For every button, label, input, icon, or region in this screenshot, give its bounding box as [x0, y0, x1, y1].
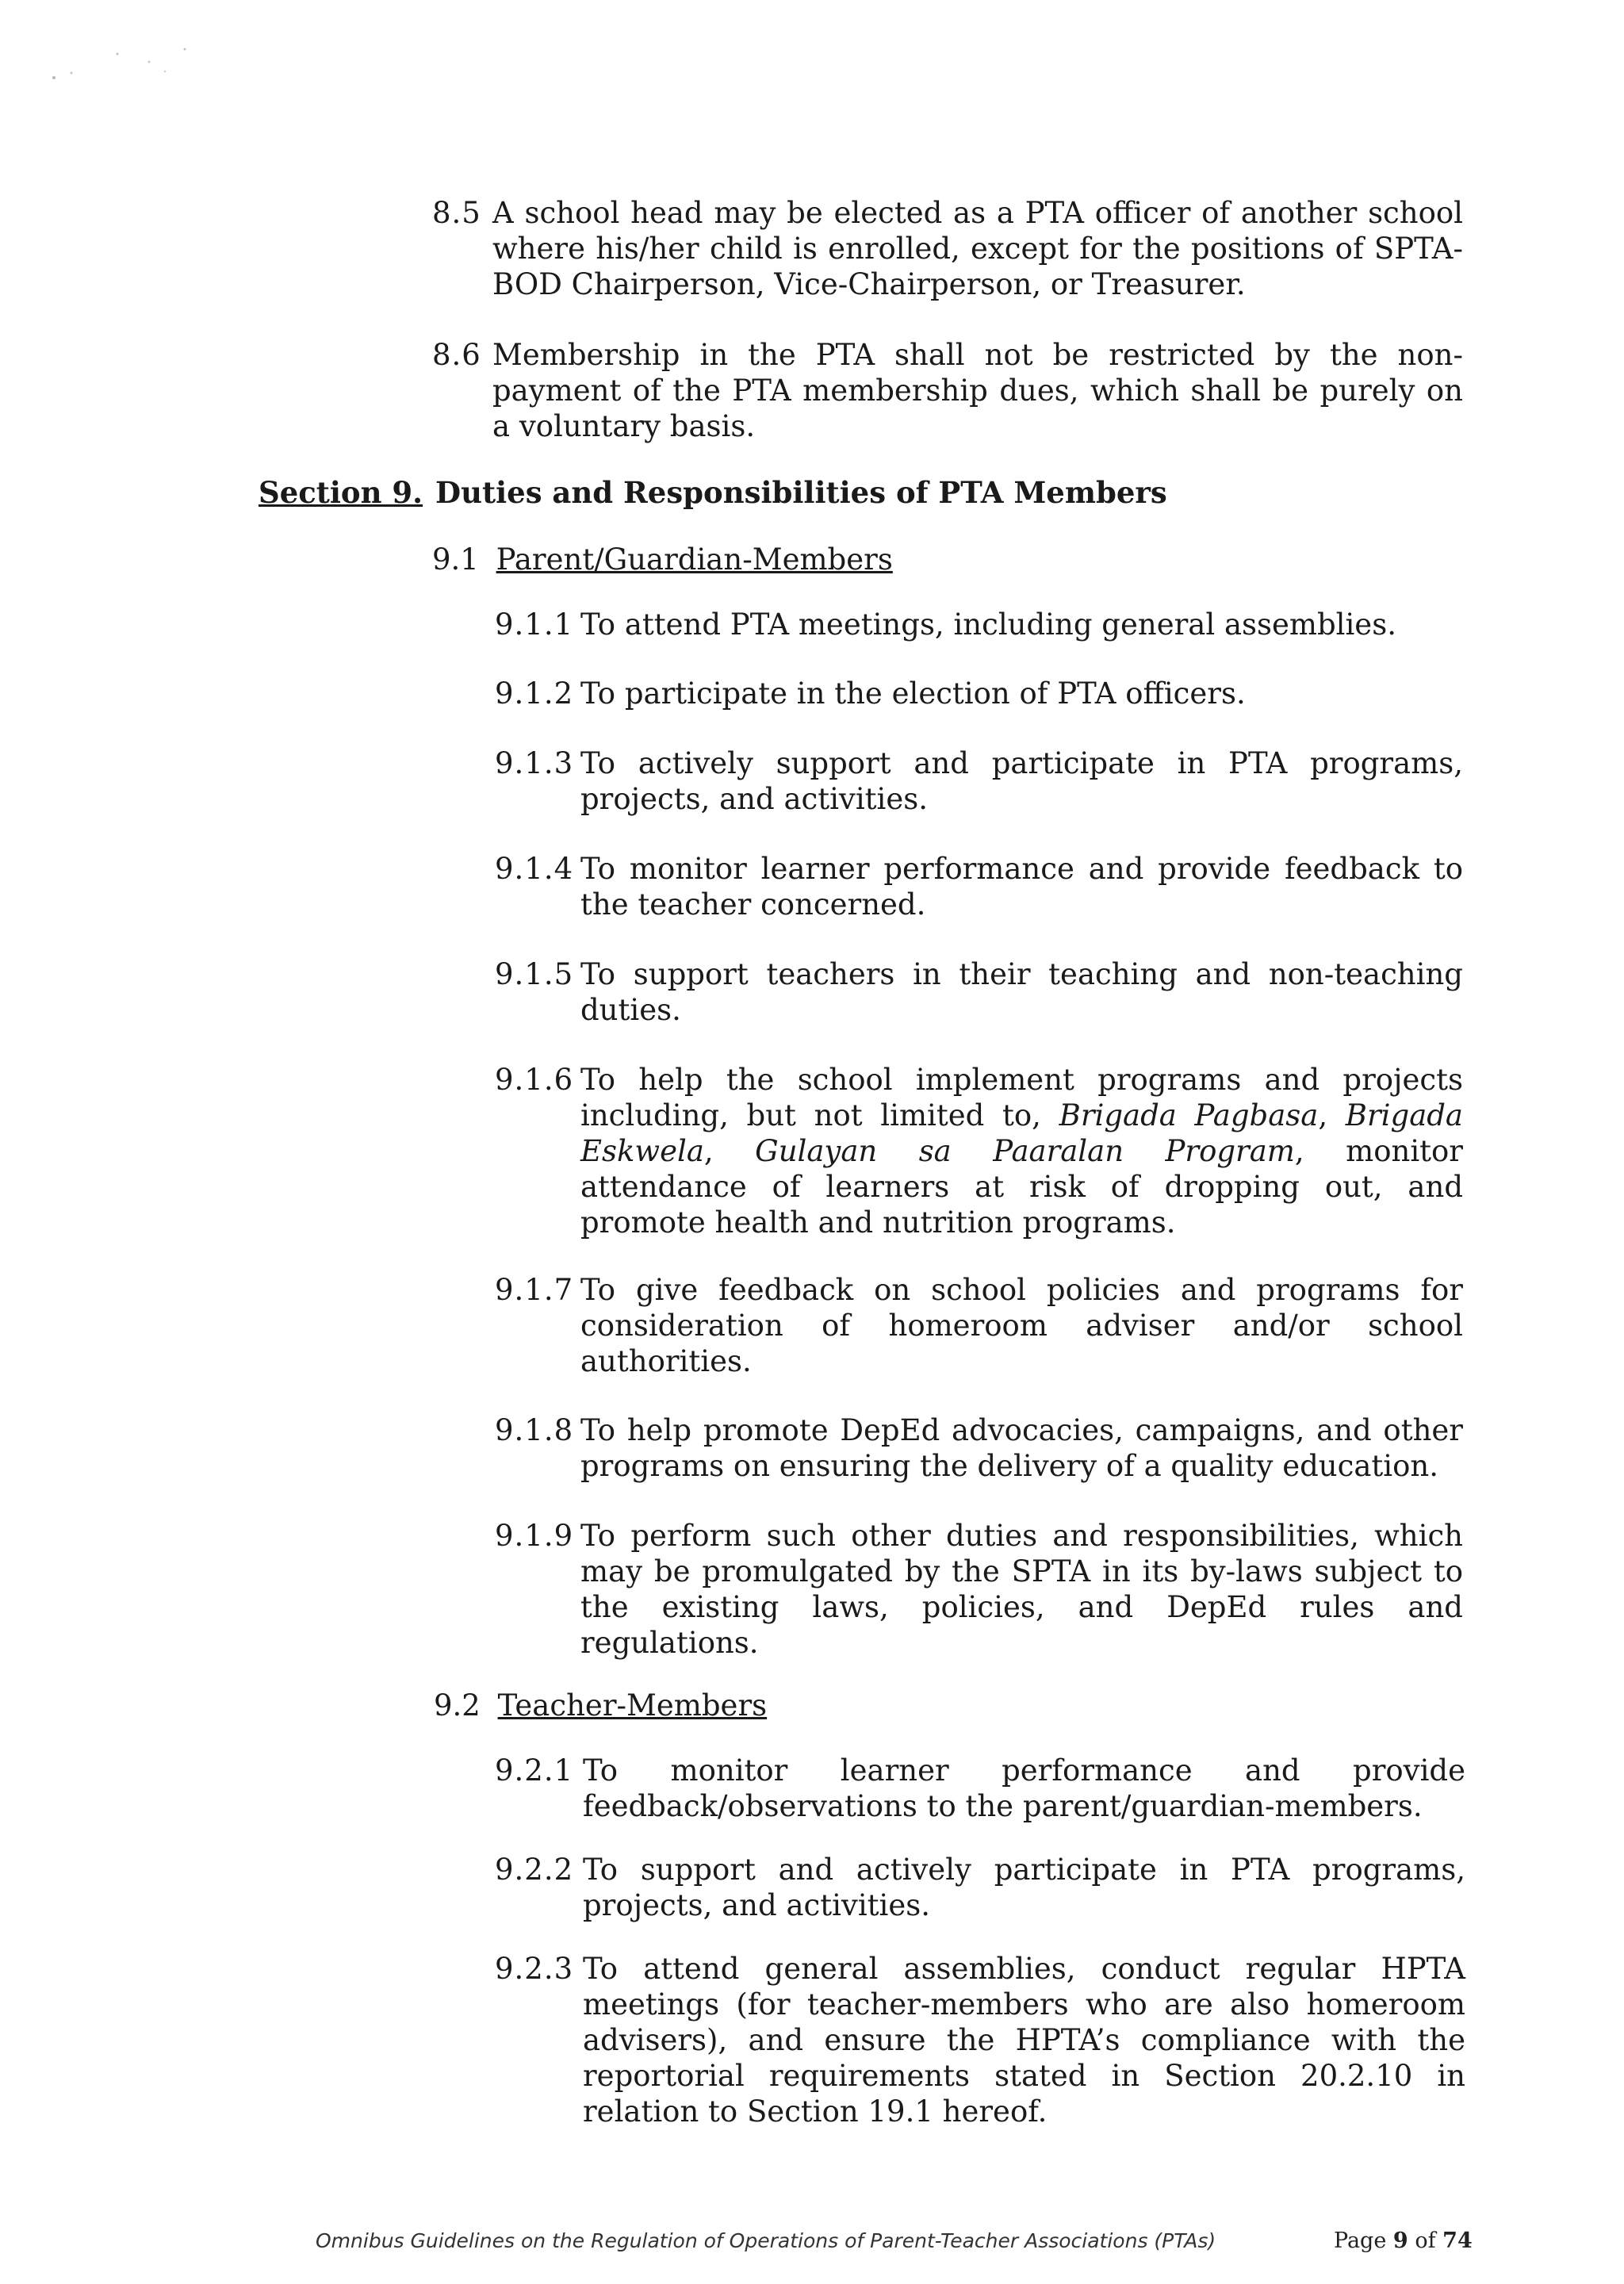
list-item [495, 745, 1463, 817]
list-item [495, 956, 1463, 1028]
item-number: 9.1.9 [495, 1519, 574, 1553]
item-number: 9.1.4 [495, 852, 574, 886]
item-text: To monitor learner performance and provide feedback/observations to the parent/guardian-members. [583, 1753, 1465, 1823]
page-total: 74 [1442, 2228, 1473, 2253]
page-label: Page [1334, 2228, 1387, 2253]
item-number: 9.1.6 [495, 1063, 574, 1097]
subsection-title: Teacher-Members [497, 1688, 768, 1723]
list-item [495, 607, 1463, 642]
list-item [495, 1272, 1463, 1379]
subsection-heading [432, 542, 893, 577]
list-item [495, 1753, 1465, 1824]
item-text: To attend PTA meetings, including general assemblies. [580, 607, 1396, 642]
subsection-heading [434, 1688, 767, 1723]
item-text: A school head may be elected as a PTA officer of another school where his/her child is enrolled, except for the positions of SPTA-BOD Chairperson, Vice-Chairperson, or Treasurer. [492, 196, 1463, 301]
subsection-number: 9.1 [432, 542, 479, 577]
item-number: 8.5 [432, 196, 481, 230]
item-number: 9.1.1 [495, 607, 574, 642]
item-text: To help promote DepEd advocacies, campaigns, and other programs on ensuring the delivery of a quality education. [580, 1413, 1463, 1483]
item-number: 9.2.1 [495, 1753, 574, 1788]
item-number: 9.1.2 [495, 676, 574, 711]
program-name: Brigada Pagbasa [1059, 1098, 1319, 1132]
subsection-number: 9.2 [434, 1688, 481, 1723]
program-name: Brigada Eskwela [580, 1098, 1463, 1168]
item-text: To perform such other duties and responsibilities, which may be promulgated by the SPTA in its by-laws subject to the existing laws, policies, and DepEd rules and regulations. [580, 1519, 1463, 1660]
section-number: Section 9. [259, 475, 423, 510]
list-item [495, 1852, 1465, 1923]
list-item [495, 1518, 1463, 1661]
item-number: 9.1.7 [495, 1273, 574, 1307]
list-item [495, 1951, 1465, 2129]
list-item [432, 337, 1463, 444]
item-text [580, 1062, 1463, 1240]
item-text: To support and actively participate in PTA programs, projects, and activities. [583, 1853, 1465, 1922]
item-text: To support teachers in their teaching and non-teaching duties. [580, 957, 1463, 1027]
item-number: 9.1.3 [495, 746, 574, 780]
item-number: 8.6 [432, 338, 481, 372]
program-name: Gulayan sa Paaralan Program [755, 1134, 1295, 1168]
list-item [495, 1062, 1463, 1240]
subsection-title: Parent/Guardian-Members [496, 542, 893, 577]
item-number: 9.2.3 [495, 1952, 574, 1986]
footer-page-number [1334, 2228, 1473, 2254]
item-number: 9.1.8 [495, 1413, 574, 1447]
section-heading [259, 475, 1167, 511]
item-text: To attend general assemblies, conduct regular HPTA meetings (for teacher-members who are also homeroom advisers), and ensure the HPTA’s compliance with the reportorial requirements stated in Section 20.2.10 in relation to Section 19.1 hereof. [583, 1952, 1465, 2129]
item-text-part: , [1318, 1098, 1346, 1132]
item-number: 9.2.2 [495, 1853, 574, 1887]
list-item [495, 851, 1463, 922]
item-text: To actively support and participate in PTA programs, projects, and activities. [580, 746, 1463, 816]
item-text: To monitor learner performance and provide feedback to the teacher concerned. [580, 852, 1463, 922]
item-text: To participate in the election of PTA officers. [580, 676, 1246, 711]
item-text: Membership in the PTA shall not be restricted by the non-payment of the PTA membership dues, which shall be purely on a voluntary basis. [492, 338, 1463, 443]
item-text-part: , monitor attendance of learners at risk of dropping out, and promote health and nutrition programs. [580, 1134, 1463, 1240]
list-item [495, 676, 1463, 711]
list-item [432, 195, 1463, 302]
item-text-part: To help the school implement programs and projects including, but not limited to, [580, 1063, 1463, 1132]
list-item [495, 1412, 1463, 1484]
item-text: To give feedback on school policies and programs for consideration of homeroom adviser and/or school authorities. [580, 1273, 1463, 1378]
page-current: 9 [1392, 2228, 1408, 2253]
item-number: 9.1.5 [495, 957, 574, 991]
section-title: Duties and Responsibilities of PTA Members [435, 475, 1167, 510]
page-of-label: of [1415, 2228, 1436, 2253]
footer-document-title: Omnibus Guidelines on the Regulation of Operations of Parent-Teacher Associations (PTAs) [316, 2229, 1216, 2252]
item-text-part: , [703, 1134, 756, 1168]
scan-artifact-marks [22, 38, 205, 86]
